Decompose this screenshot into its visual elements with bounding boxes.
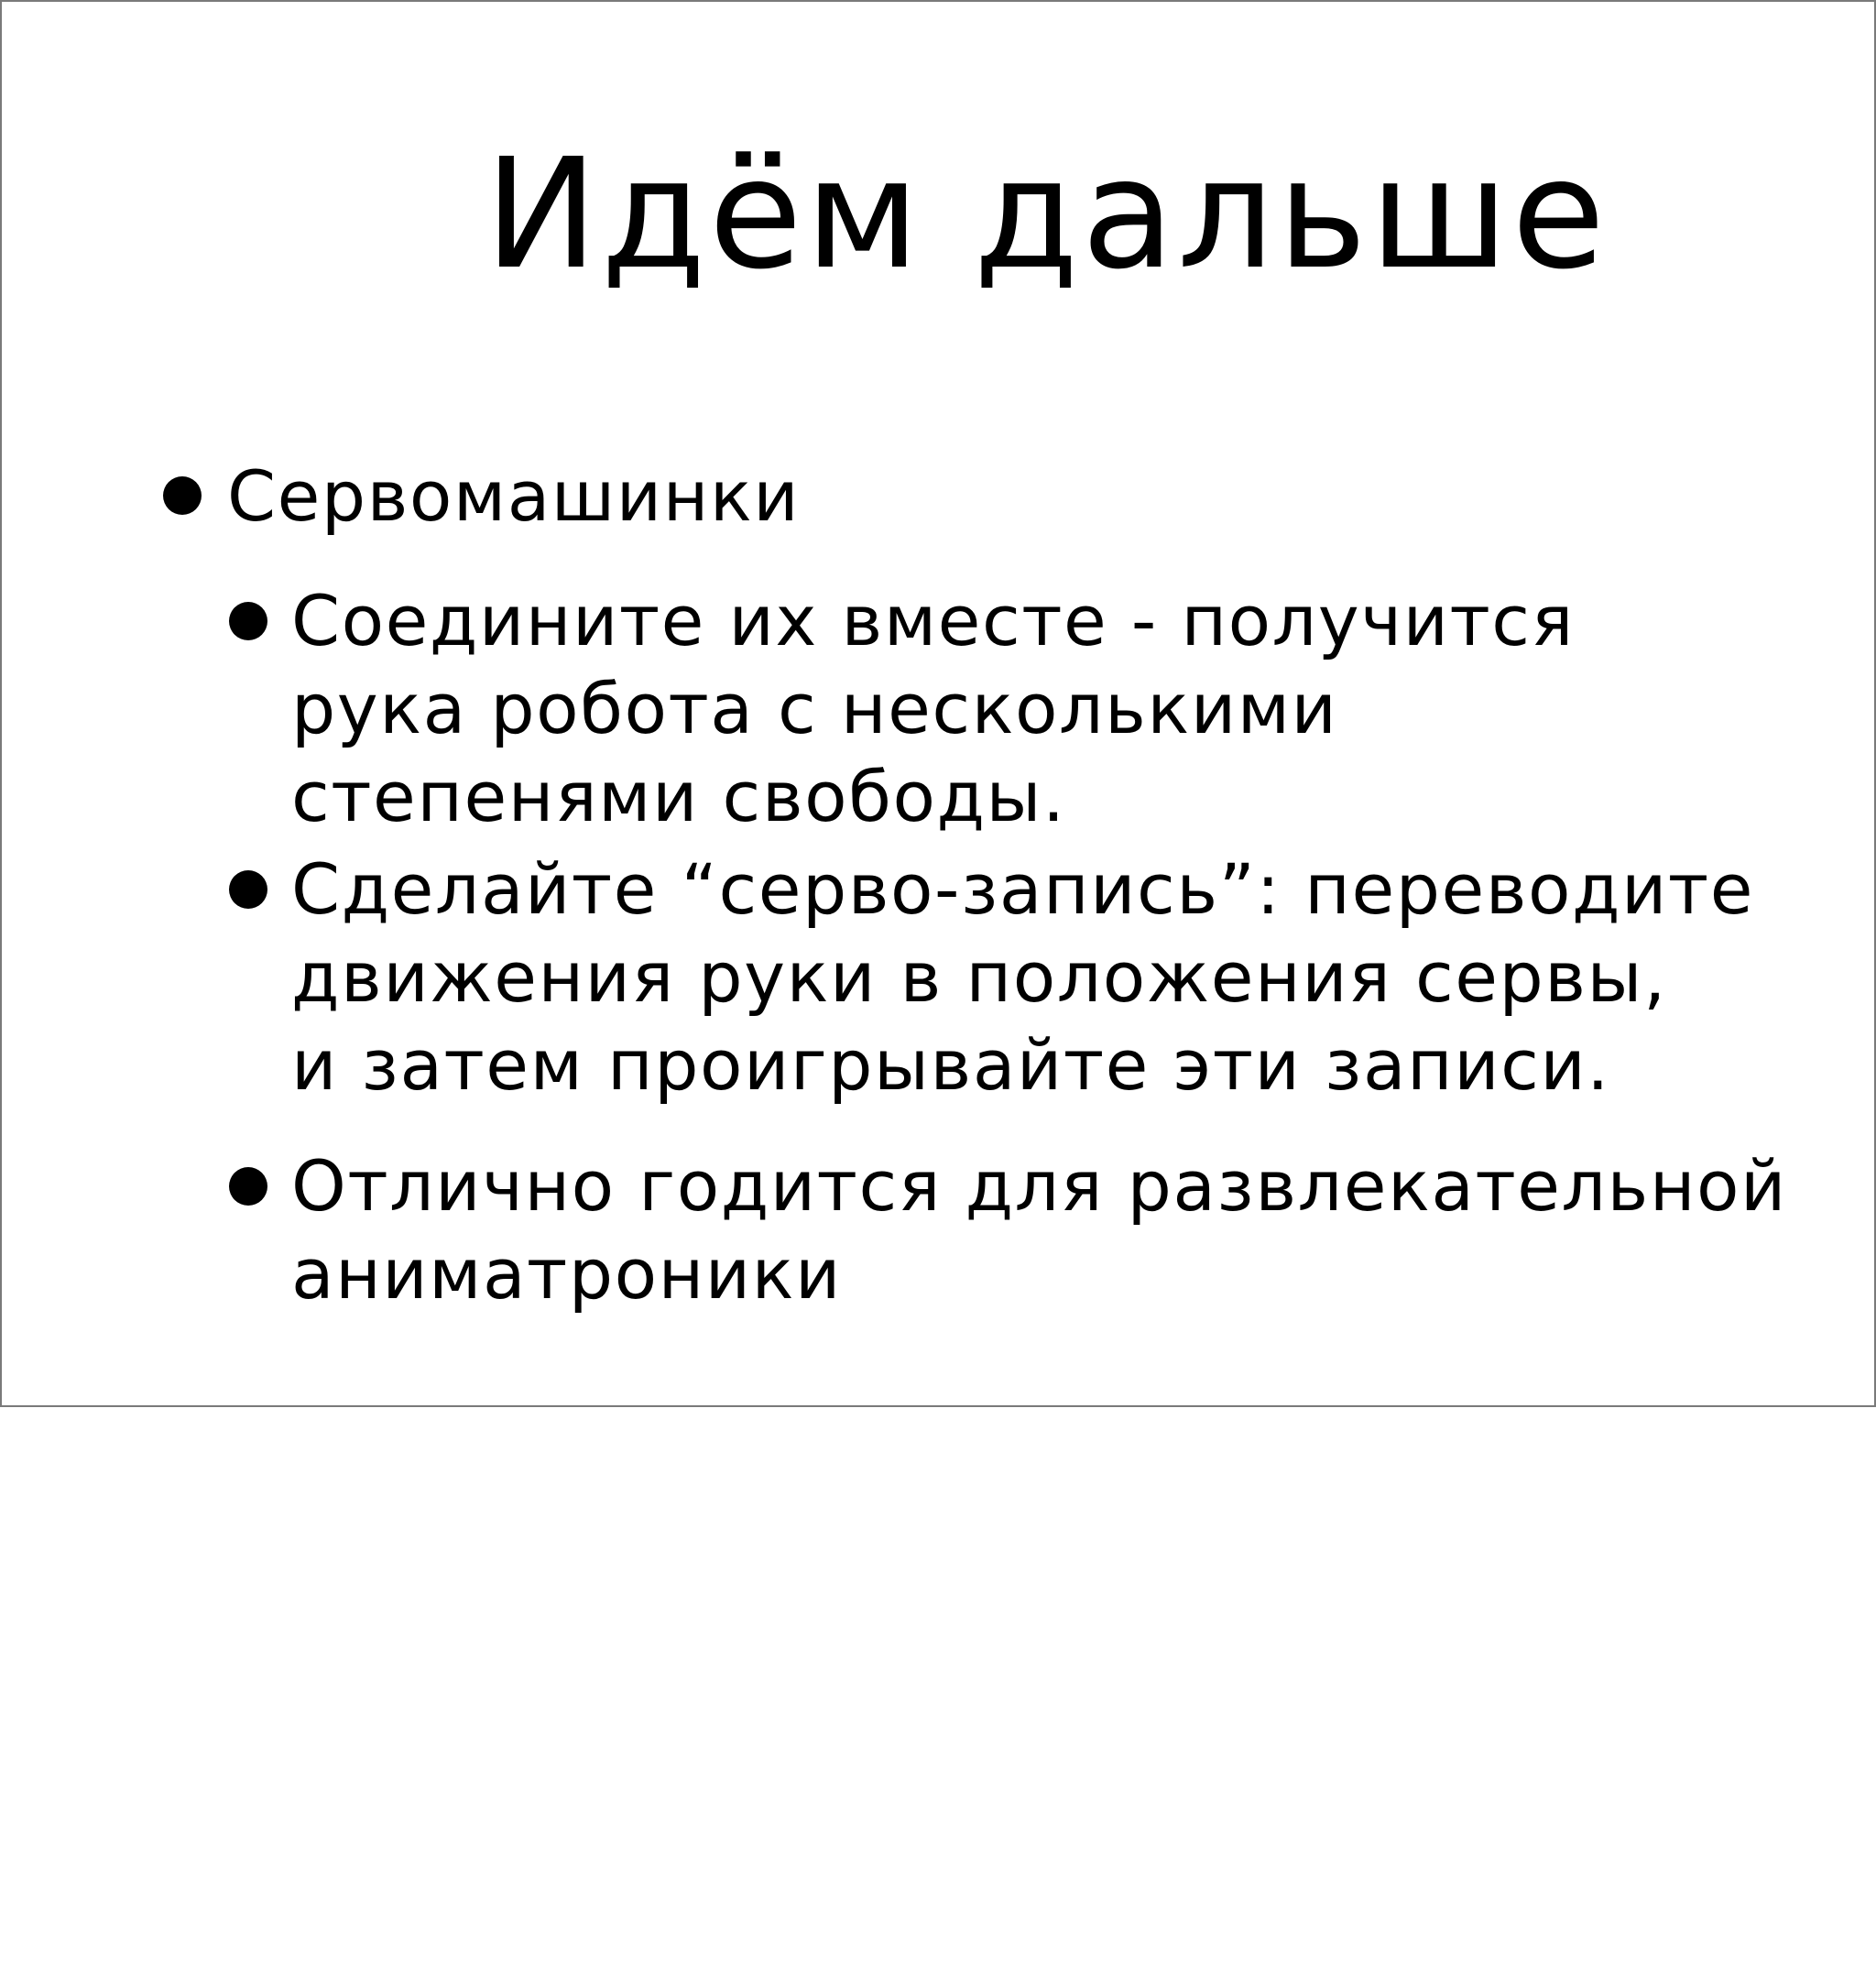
bullet-dot-icon [163,476,202,515]
bullet-item-servos: Сервомашинки [227,455,801,537]
sub-bullet-line: аниматроники [291,1233,842,1315]
sub-bullet-line: и затем проигрывайте эти записи. [291,1024,1610,1106]
slide-title: Идём дальше [484,126,1609,303]
bullet-dot-icon [229,602,267,640]
sub-bullet-item-1 [291,577,1575,841]
sub-bullet-line: рука робота с несколькими [291,668,1338,749]
sub-bullet-line: Сделайте “серво-запись”: переводите [291,848,1754,930]
sub-bullet-item-3 [291,1142,1787,1318]
sub-bullet-item-2 [291,846,1754,1109]
bullet-dot-icon [229,1167,267,1206]
sub-bullet-line: Соедините их вместе - получится [291,580,1575,661]
sub-bullet-line: степенями свободы. [291,756,1066,837]
bullet-dot-icon [229,870,267,909]
sub-bullet-line: движения руки в положения сервы, [291,936,1667,1018]
sub-bullet-line: Отлично годится для развлекательной [291,1145,1787,1227]
